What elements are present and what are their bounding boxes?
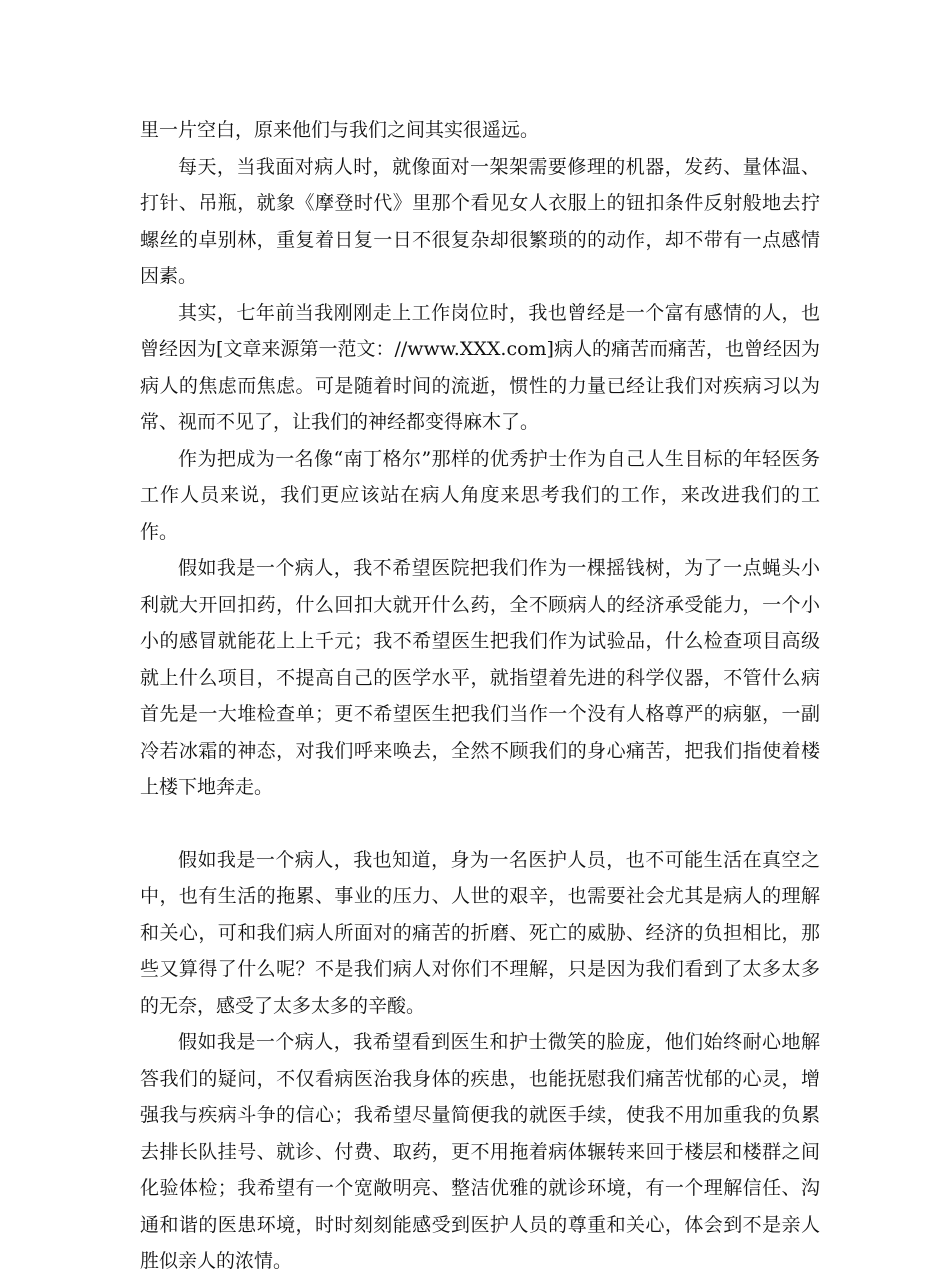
paragraph-nightingale: 作为把成为一名像“南丁格尔”那样的优秀护士作为自己人生目标的年轻医务工作人员来说，我们更应该站在病人角度来思考我们的工作，来改进我们的工作。 [140,447,820,543]
paragraph-daily-routine: 每天，当我面对病人时，就像面对一架架需要修理的机器，发药、量体温、打针、吊瓶，就象《摩登时代》里那个看见女人衣服上的钮扣条件反射般地去拧螺丝的卓别林，重复着日复一日不很复杂却很繁琐的的动作，却不带有一点感情因素。 [140,155,820,287]
paragraph-if-patient-1: 假如我是一个病人，我不希望医院把我们作为一棵摇钱树，为了一点蝇头小利就大开回扣药，什么回扣大就开什么药，全不顾病人的经济承受能力，一个小小的感冒就能花上上千元；我不希望医生把我们作为试验品，什么检查项目高级就上什么项目，不提高自己的医学水平，就指望着先进的科学仪器，不管什么病首先是一大堆检查单；更不希望医生把我们当作一个没有人格尊严的病躯，一副冷若冰霜的神态，对我们呼来唤去，全然不顾我们的身心痛苦，把我们指使着楼上楼下地奔走。 [140,557,820,798]
paragraph-if-patient-2: 假如我是一个病人，我也知道，身为一名医护人员，也不可能生活在真空之中，也有生活的拖累、事业的压力、人世的艰辛，也需要社会尤其是病人的理解和关心，可和我们病人所面对的痛苦的折磨、死亡的威胁、经济的负担相比，那些又算得了什么呢？不是我们病人对你们不理解，只是因为我们看到了太多太多的无奈，感受了太多太多的辛酸。 [140,848,820,1017]
document-body [140,112,820,1280]
paragraph-continuation: 里一片空白，原来他们与我们之间其实很遥远。 [140,119,540,141]
paragraph-seven-years-ago: 其实，七年前当我刚刚走上工作岗位时，我也曾经是一个富有感情的人，也曾经因为[文章来源第一范文：//www.XXX.com]病人的痛苦而痛苦，也曾经因为病人的焦虑而焦虑。可是随着时间的流逝，惯性的力量已经让我们对疾病习以为常、视而不见了，让我们的神经都变得麻木了。 [140,301,820,433]
paragraph-if-patient-3: 假如我是一个病人，我希望看到医生和护士微笑的脸庞，他们始终耐心地解答我们的疑问，不仅看病医治我身体的疾患，也能抚慰我们痛苦忧郁的心灵，增强我与疾病斗争的信心；我希望尽量简便我的就医手续，使我不用加重我的负累去排长队挂号、就诊、付费、取药，更不用拖着病体辗转来回于楼层和楼群之间化验体检；我希望有一个宽敞明亮、整洁优雅的就诊环境，有一个理解信任、沟通和谐的医患环境，时时刻刻能感受到医护人员的尊重和关心，体会到不是亲人胜似亲人的浓情。 [140,1031,820,1272]
